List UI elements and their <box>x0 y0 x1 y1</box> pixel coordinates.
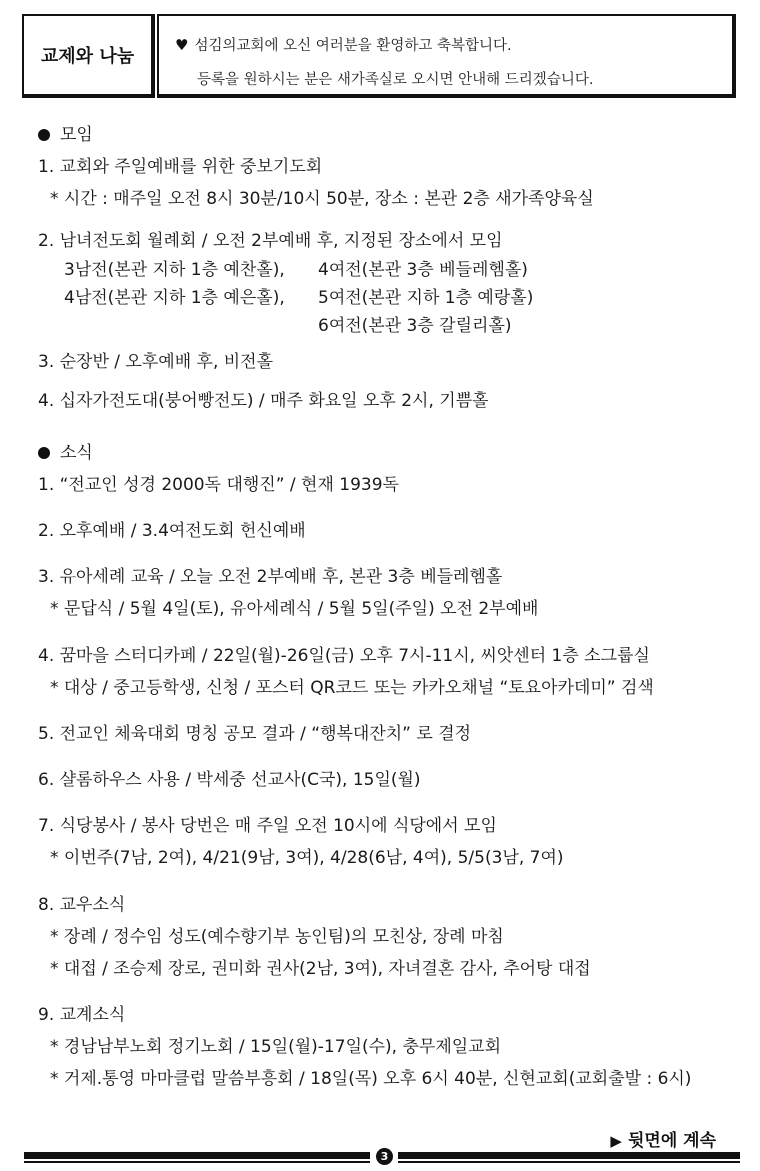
news-item-5: 5. 전교인 체육대회 명칭 공모 결과 / “행복대잔치” 로 결정 <box>38 724 472 744</box>
news-item-7-detail: * 이번주(7남, 2여), 4/21(9남, 3여), 4/28(6남, 4여), 5/5(3남, 7여) <box>50 848 564 868</box>
continue-label: 뒷면에 계속 <box>627 1131 716 1151</box>
continue-note <box>610 1126 716 1151</box>
footer-divider-left <box>24 1152 370 1159</box>
header <box>22 14 740 98</box>
news-item-3: 3. 유아세례 교육 / 오늘 오전 2부예배 후, 본관 3층 베들레헴홀 <box>38 567 503 587</box>
news-item-8-detail-1: * 장례 / 정수임 성도(예수향기부 농인팀)의 모친상, 장례 마침 <box>50 927 504 947</box>
meeting-item-2: 2. 남녀전도회 월례회 / 오전 2부예배 후, 지정된 장소에서 모임 <box>38 231 503 251</box>
bullet-icon <box>38 129 50 141</box>
news-item-4: 4. 꿈마을 스터디카페 / 22일(월)-26일(금) 오후 7시-11시, 씨앗센터 1층 소그룹실 <box>38 646 650 666</box>
news-item-6: 6. 샬롬하우스 사용 / 박세중 선교사(C국), 15일(월) <box>38 770 421 790</box>
news-item-7: 7. 식당봉사 / 봉사 당번은 매 주일 오전 10시에 식당에서 모임 <box>38 816 497 836</box>
registration-text: 등록을 원하시는 분은 새가족실로 오시면 안내해 드리겠습니다. <box>197 72 594 88</box>
footer-divider-left-thin <box>24 1161 370 1163</box>
meeting-item-1-detail: * 시간 : 매주일 오전 8시 30분/10시 50분, 장소 : 본관 2층 새가족양육실 <box>50 189 594 209</box>
news-item-9-detail-1: * 경남남부노회 정기노회 / 15일(월)-17일(수), 충무제일교회 <box>50 1037 502 1057</box>
footer-divider-right-thin <box>398 1161 740 1163</box>
news-item-9-detail-2: * 거제.통영 마마클럽 말씀부흥회 / 18일(목) 오후 6시 40분, 신현교회(교회출발 : 6시) <box>50 1069 692 1089</box>
page-number: 3 <box>376 1148 393 1165</box>
meetings-heading: 모임 <box>38 124 93 146</box>
welcome-text: 섬김의교회에 오신 여러분을 환영하고 축복합니다. <box>194 38 512 54</box>
meeting-item-2-location-d: 5여전(본관 지하 1층 예랑홀) <box>318 288 534 308</box>
section-title: 교제와 나눔 <box>22 14 155 98</box>
heart-icon: ♥ <box>175 36 189 54</box>
news-item-8: 8. 교우소식 <box>38 895 126 915</box>
footer-divider-right <box>398 1152 740 1159</box>
news-item-3-detail: * 문답식 / 5월 4일(토), 유아세례식 / 5월 5일(주일) 오전 2부예배 <box>50 599 539 619</box>
news-item-2: 2. 오후예배 / 3.4여전도회 헌신예배 <box>38 521 306 541</box>
news-item-9: 9. 교계소식 <box>38 1005 126 1025</box>
news-item-4-detail: * 대상 / 중고등학생, 신청 / 포스터 QR코드 또는 카카오채널 “토요아카데미” 검색 <box>50 678 654 698</box>
triangle-right-icon: ▶ <box>610 1132 622 1150</box>
meeting-item-4: 4. 십자가전도대(붕어빵전도) / 매주 화요일 오후 2시, 기쁨홀 <box>38 391 489 411</box>
news-item-1: 1. “전교인 성경 2000독 대행진” / 현재 1939독 <box>38 475 399 495</box>
welcome-line <box>175 34 512 55</box>
welcome-message-box <box>157 14 736 98</box>
meeting-item-2-location-b: 4여전(본관 3층 베들레헴홀) <box>318 260 528 280</box>
meeting-item-2-location-e: 6여전(본관 3층 갈릴리홀) <box>318 316 512 336</box>
meeting-item-1: 1. 교회와 주일예배를 위한 중보기도회 <box>38 157 323 177</box>
news-heading: 소식 <box>38 442 93 464</box>
meeting-item-2-location-a: 3남전(본관 지하 1층 예찬홀), <box>64 260 285 280</box>
footer-rule <box>24 1150 740 1164</box>
meeting-item-2-location-c: 4남전(본관 지하 1층 예은홀), <box>64 288 285 308</box>
news-item-8-detail-2: * 대접 / 조승제 장로, 권미화 권사(2남, 3여), 자녀결혼 감사, 추어탕 대접 <box>50 959 591 979</box>
meeting-item-3: 3. 순장반 / 오후예배 후, 비전홀 <box>38 352 274 372</box>
bullet-icon <box>38 447 50 459</box>
